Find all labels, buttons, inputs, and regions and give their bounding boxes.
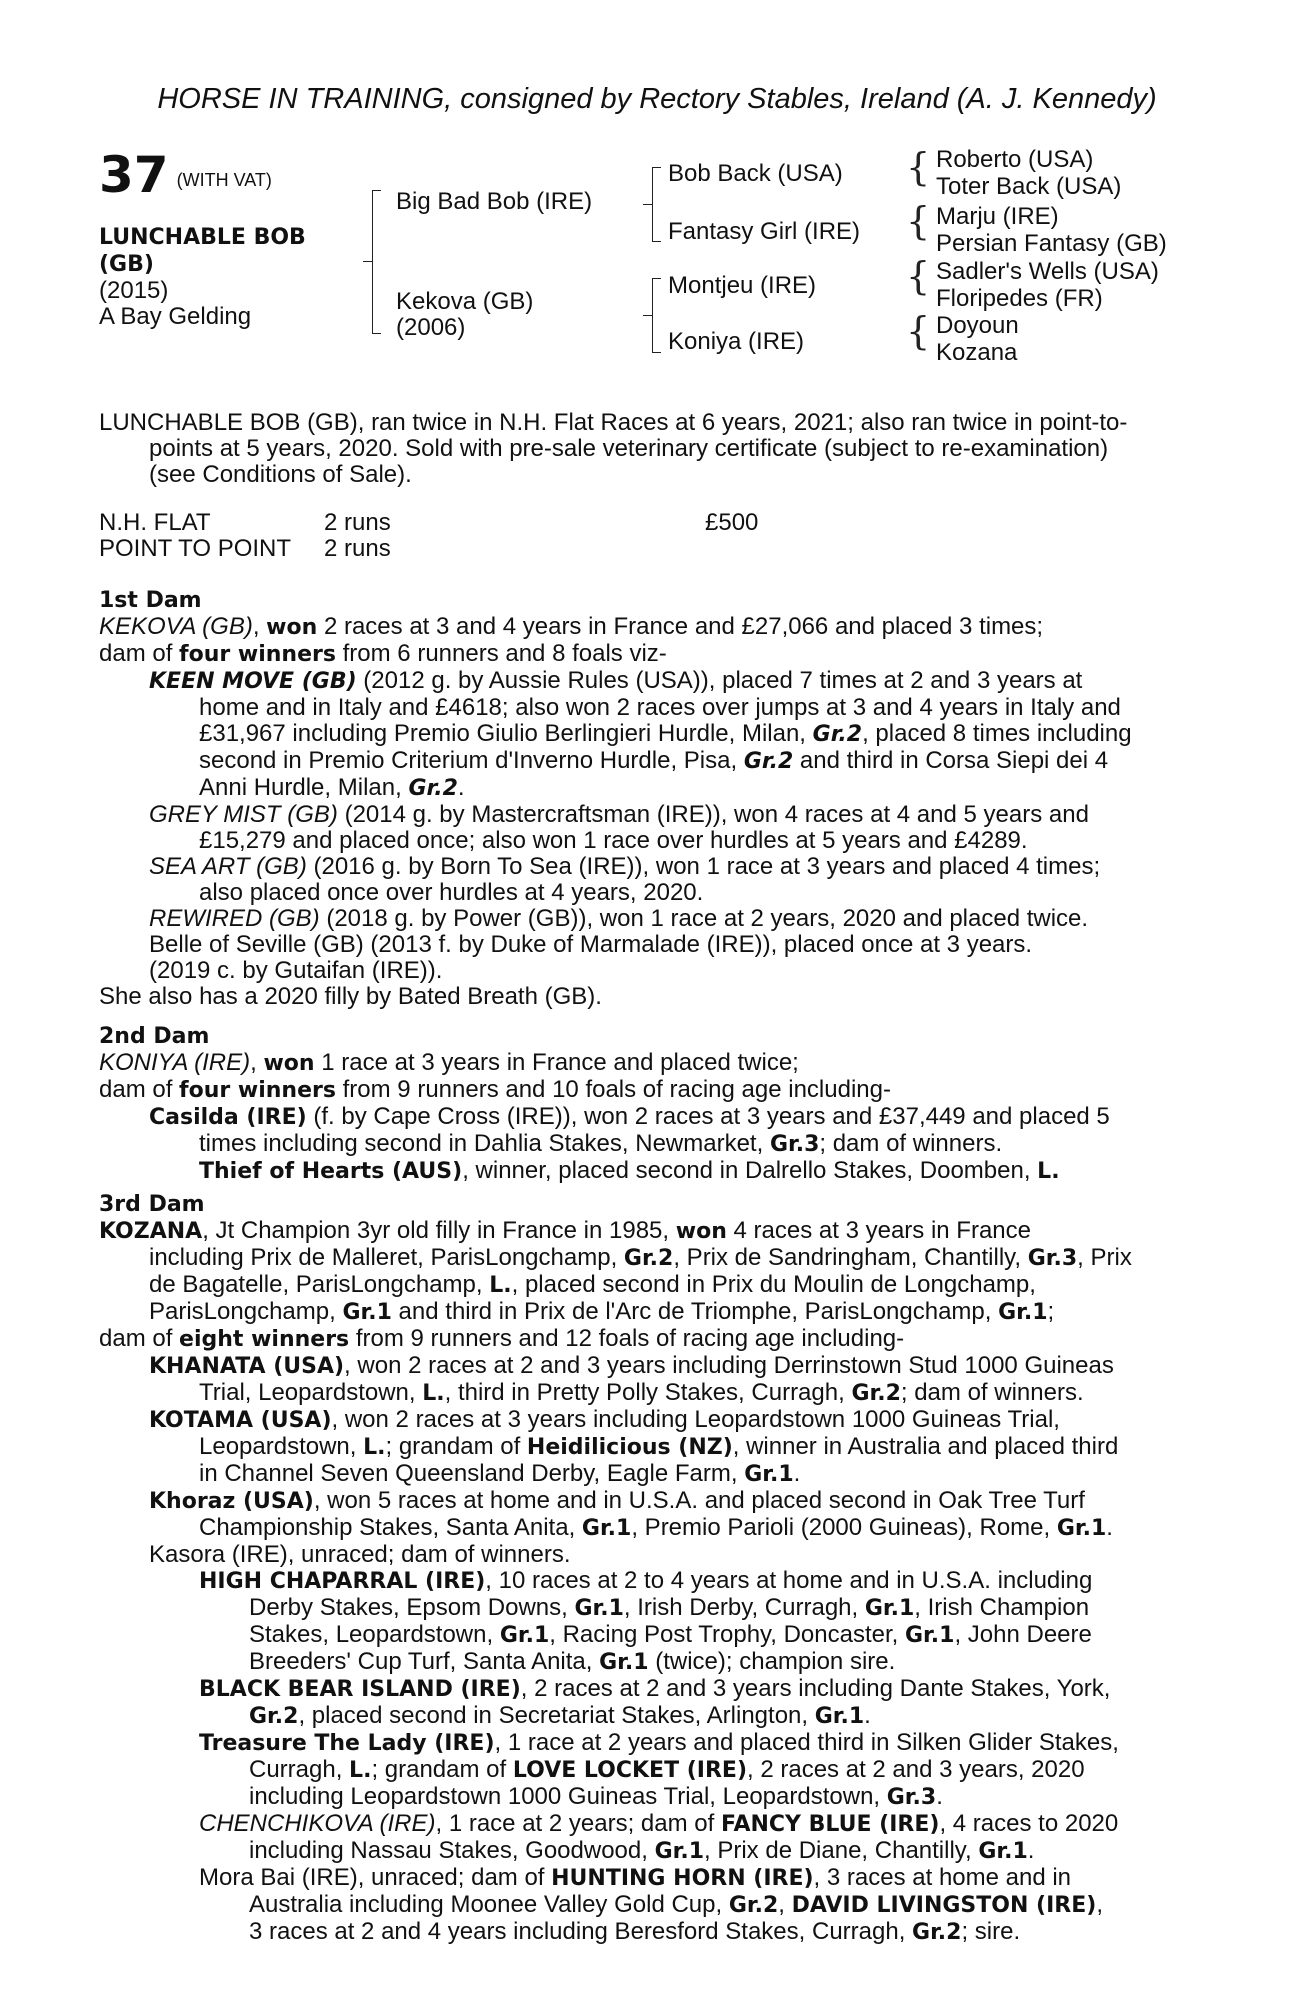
dam-name: KEKOVA (GB) <box>99 613 253 640</box>
text-third-dam-mora-g1: Gr.2 <box>728 1893 779 1918</box>
text-third-dam-ttl-l3b: . <box>936 1783 943 1810</box>
first-dam-heading: 1st Dam <box>99 588 202 613</box>
text-third-dam-koz-l1b: 4 races at 3 years in France <box>726 1217 1031 1244</box>
text-third-dam-hc-l2a: Derby Stakes, Epsom Downs, <box>249 1594 575 1621</box>
text-third-dam-bbi-l2b: . <box>864 1702 871 1729</box>
text-second-dam-b1: dam of <box>99 1076 180 1103</box>
third-dam-kozana <box>99 1218 1207 1326</box>
text-third-dam-hc-l2b: , Irish Derby, Curragh, <box>623 1594 865 1621</box>
text-third-dam-ttl-g1: L. <box>349 1758 372 1783</box>
text-first-dam-keen-gr1: Gr.2 <box>812 722 863 747</box>
text-third-dam-kot-l2a: Leopardstown, <box>199 1433 364 1460</box>
text-third-dam-hc-name: HIGH CHAPARRAL (IRE) <box>199 1569 486 1594</box>
pedigree-bracket-2 <box>652 167 661 242</box>
text-third-dam-koz-l4a: ParisLongchamp, <box>149 1298 343 1325</box>
text-third-dam-hc-g3: Gr.1 <box>499 1623 550 1648</box>
text-first-dam-keen-l4a: second in Premio Criterium d'Inverno Hurdle, Pisa, <box>199 747 744 774</box>
third-dam-section <box>99 1192 1207 1946</box>
text-third-dam-koz-l1a: , Jt Champion 3yr old filly in France in 1985, <box>202 1217 676 1244</box>
text-first-dam-keen-l2: home and in Italy and £4618; also won 2 races over jumps at 3 and 4 years in Italy and <box>199 694 1121 721</box>
text-first-dam-grey-l1: (2014 g. by Mastercraftsman (IRE)), won 4 races at 4 and 5 years and <box>337 801 1089 828</box>
text-third-dam-b2: eight winners <box>179 1327 350 1352</box>
text-second-dam-a2: , <box>250 1049 264 1076</box>
text-third-dam-mora-dl: DAVID LIVINGSTON (IRE) <box>791 1893 1097 1918</box>
first-dam-produce-line <box>99 641 1207 668</box>
text-third-dam-hc-l1: , 10 races at 2 to 4 years at home and in U.S.A. including <box>485 1567 1093 1594</box>
text-third-dam-koz-l3a: de Bagatelle, ParisLongchamp, <box>149 1271 490 1298</box>
text-third-dam-ttl-l2b: ; grandam of <box>371 1756 513 1783</box>
text-third-dam-che-l2b: , Prix de Diane, Chantilly, <box>704 1837 979 1864</box>
text-third-dam-mora-l1a: Mora Bai (IRE), unraced; dam of <box>199 1864 552 1891</box>
horse-description: A Bay Gelding <box>99 303 252 330</box>
text-first-dam-sea-l1: (2016 g. by Born To Sea (IRE)), won 1 race at 3 years and placed 4 times; <box>306 853 1101 880</box>
lot-number-line <box>99 146 399 204</box>
pedigree-ss: Bob Back (USA) <box>668 160 843 187</box>
text-first-dam-sea-name: SEA ART (GB) <box>149 853 307 880</box>
intro-line2: points at 5 years, 2020. Sold with pre-sale veterinary certificate (subject to re-examination) <box>149 435 1109 462</box>
text-first-dam-grey-name: GREY MIST (GB) <box>149 801 338 828</box>
horse-year: (2015) <box>99 277 169 304</box>
horse-name <box>99 224 399 278</box>
text-third-dam-ttl-love: LOVE LOCKET (IRE) <box>512 1758 748 1783</box>
text-third-dam-koz-g3: L. <box>489 1273 512 1298</box>
text-first-dam-keen-gr3: Gr.2 <box>408 776 458 801</box>
second-dam-line <box>99 1050 1207 1077</box>
nh-label: N.H. FLAT <box>99 509 211 536</box>
produce-rewired <box>99 906 1207 932</box>
text-first-dam-a4: 2 races at 3 and 4 years in France and £27,066 and placed 3 times; <box>317 613 1044 640</box>
text-first-dam-b2: four winners <box>179 642 336 667</box>
text-third-dam-kot-g2: Gr.1 <box>744 1462 794 1487</box>
second-dam-heading: 2nd Dam <box>99 1024 210 1049</box>
produce-keen-move <box>99 668 1207 802</box>
text-third-dam-kho-l2c: . <box>1106 1514 1113 1541</box>
nh-prize: £500 <box>705 509 759 536</box>
pedigree-dam: Kekova (GB) <box>396 288 534 315</box>
text-third-dam-kha-g1: L. <box>422 1381 445 1406</box>
produce-high-chaparral <box>99 1568 1207 1676</box>
text-third-dam-ttl-name: Treasure The Lady (IRE) <box>199 1731 495 1756</box>
pedigree-bracket-1 <box>372 190 381 334</box>
text-third-dam-bbi-l2a: , placed second in Secretariat Stakes, Arlington, <box>298 1702 815 1729</box>
produce-chenchikova <box>99 1811 1207 1865</box>
text-third-dam-hc-g1: Gr.1 <box>574 1596 624 1621</box>
text-third-dam-che-l1a: , 1 race at 2 years; dam of <box>435 1810 721 1837</box>
second-dam-section <box>99 1024 1207 1185</box>
text-second-dam-cas-name: Casilda (IRE) <box>149 1105 307 1130</box>
text-first-dam-b1: dam of <box>99 640 180 667</box>
text-third-dam-ttl-l1: , 1 race at 2 years and placed third in Silken Glider Stakes, <box>494 1729 1119 1756</box>
text-third-dam-mora-l3a: 3 races at 2 and 4 years including Beresford Stakes, Curragh, <box>249 1918 913 1945</box>
produce-thief-of-hearts <box>99 1158 1207 1185</box>
text-third-dam-kho-l2a: Championship Stakes, Santa Anita, <box>199 1514 582 1541</box>
text-third-dam-hc-l3c: , John Deere <box>954 1621 1092 1648</box>
race-record <box>99 510 1099 566</box>
text-third-dam-mora-l2c: , <box>1096 1891 1103 1918</box>
text-first-dam-sea-l2: also placed once over hurdles at 4 years, 2020. <box>199 879 704 906</box>
lot-number: 37 <box>99 146 169 204</box>
first-dam-section <box>99 588 1207 1010</box>
text-first-dam-rew-l1: (2018 g. by Power (GB)), won 1 race at 2 years, 2020 and placed twice. <box>319 905 1089 932</box>
text-second-dam-a3: won <box>263 1051 315 1076</box>
text-third-dam-bbi-g1: Gr.2 <box>249 1704 299 1729</box>
produce-casilda <box>99 1104 1207 1158</box>
horse-name-line2: (GB) <box>99 252 154 277</box>
pedigree-sds: Marju (IRE) <box>936 203 1059 230</box>
text-third-dam-kha-name: KHANATA (USA) <box>149 1354 345 1379</box>
text-second-dam-cas-gr: Gr.3 <box>769 1132 820 1157</box>
text-third-dam-bbi-g2: Gr.1 <box>814 1704 865 1729</box>
text-third-dam-kot-l2c: , winner in Australia and placed third <box>732 1433 1119 1460</box>
horse-name-line1: LUNCHABLE BOB <box>99 225 306 250</box>
text-third-dam-koz-l2a: including Prix de Malleret, ParisLongchamp, <box>149 1244 624 1271</box>
text-third-dam-mora-g2: Gr.2 <box>912 1920 962 1945</box>
text-third-dam-kha-l2c: ; dam of winners. <box>900 1379 1084 1406</box>
text-third-dam-b1: dam of <box>99 1325 180 1352</box>
text-third-dam-koz-g5: Gr.1 <box>998 1300 1048 1325</box>
text-third-dam-kha-l1: , won 2 races at 2 and 3 years including Derrinstown Stud 1000 Guineas <box>344 1352 1114 1379</box>
text-first-dam-keen-l4b: and third in Corsa Siepi dei 4 <box>793 747 1109 774</box>
text-third-dam-koz-l3b: , placed second in Prix du Moulin de Longchamp, <box>511 1271 1036 1298</box>
lot-vat: (WITH VAT) <box>176 170 272 190</box>
text-third-dam-che-fb: FANCY BLUE (IRE) <box>720 1812 940 1837</box>
text-third-dam-che-l2a: including Nassau Stakes, Goodwood, <box>249 1837 655 1864</box>
pedigree-dam-year: (2006) <box>396 314 466 341</box>
produce-2019-colt: (2019 c. by Gutaifan (IRE)). <box>149 957 443 984</box>
produce-khanata <box>99 1353 1207 1407</box>
text-third-dam-kot-g1: L. <box>363 1435 386 1460</box>
text-first-dam-keen-gr2: Gr.2 <box>743 749 794 774</box>
pedigree-ddd: Kozana <box>936 339 1018 366</box>
text-third-dam-kho-l2b: , Premio Parioli (2000 Guineas), Rome, <box>631 1514 1057 1541</box>
text-second-dam-b2: four winners <box>179 1078 336 1103</box>
pedigree-brace-3: { <box>906 254 931 298</box>
text-first-dam-a2: , <box>252 613 267 640</box>
text-second-dam-cas-l2b: ; dam of winners. <box>819 1130 1003 1157</box>
intro-paragraph <box>99 410 1207 488</box>
pedigree-ssd: Toter Back (USA) <box>936 173 1122 200</box>
text-first-dam-a3: won <box>266 615 318 640</box>
pedigree-brace-1: { <box>906 145 931 189</box>
text-third-dam-koz-g1: Gr.2 <box>623 1246 674 1271</box>
pedigree-sss: Roberto (USA) <box>936 146 1094 173</box>
produce-sea-art <box>99 854 1207 906</box>
text-third-dam-hc-l2c: , Irish Champion <box>914 1594 1090 1621</box>
text-third-dam-hc-g4: Gr.1 <box>905 1623 955 1648</box>
text-third-dam-koz-l2b: , Prix de Sandringham, Chantilly, <box>673 1244 1028 1271</box>
intro-line3: (see Conditions of Sale). <box>149 461 412 488</box>
text-third-dam-mora-l2b: , <box>778 1891 792 1918</box>
text-third-dam-hc-g5: Gr.1 <box>599 1650 649 1675</box>
page-header: HORSE IN TRAINING, consigned by Rectory Stables, Ireland (A. J. Kennedy) <box>157 83 1157 115</box>
text-third-dam-kha-l2a: Trial, Leopardstown, <box>199 1379 423 1406</box>
text-third-dam-kho-name: Khoraz (USA) <box>149 1489 314 1514</box>
text-third-dam-hc-l4a: Breeders' Cup Turf, Santa Anita, <box>249 1648 600 1675</box>
pedigree-sd: Fantasy Girl (IRE) <box>668 218 861 245</box>
text-third-dam-hc-g2: Gr.1 <box>864 1596 915 1621</box>
first-dam-line <box>99 614 1207 641</box>
produce-khoraz <box>99 1488 1207 1542</box>
text-third-dam-kot-l3a: in Channel Seven Queensland Derby, Eagle Farm, <box>199 1460 745 1487</box>
text-first-dam-b3: from 6 runners and 8 foals viz- <box>335 640 667 667</box>
ptp-label: POINT TO POINT <box>99 535 292 562</box>
text-second-dam-thief-l1: , winner, placed second in Dalrello Stakes, Doomben, <box>462 1157 1038 1184</box>
text-third-dam-kho-l1: , won 5 races at home and in U.S.A. and placed second in Oak Tree Turf <box>313 1487 1085 1514</box>
text-third-dam-kot-name: KOTAMA (USA) <box>149 1408 332 1433</box>
text-first-dam-grey-l2: £15,279 and placed once; also won 1 race over hurdles at 5 years and £4289. <box>199 827 1028 854</box>
text-third-dam-kot-l1: , won 2 races at 3 years including Leopardstown 1000 Guineas Trial, <box>331 1406 1060 1433</box>
text-first-dam-keen-name: KEEN MOVE (GB) <box>149 669 357 694</box>
ptp-runs: 2 runs <box>324 535 391 562</box>
text-third-dam-koz-g2: Gr.3 <box>1027 1246 1078 1271</box>
text-second-dam-thief-gr: L. <box>1037 1159 1060 1184</box>
third-dam-heading: 3rd Dam <box>99 1192 205 1217</box>
text-third-dam-ttl-l2a: Curragh, <box>249 1756 350 1783</box>
text-third-dam-mora-l2a: Australia including Moonee Valley Gold Cup, <box>249 1891 729 1918</box>
text-third-dam-hc-l3a: Stakes, Leopardstown, <box>249 1621 500 1648</box>
pedigree-dds: Doyoun <box>936 312 1019 339</box>
text-first-dam-keen-l5b: . <box>457 774 465 801</box>
text-third-dam-koz-won: won <box>675 1219 727 1244</box>
text-third-dam-koz-g4: Gr.1 <box>342 1300 392 1325</box>
produce-belle: Belle of Seville (GB) (2013 f. by Duke of Marmalade (IRE)), placed once at 3 years. <box>149 931 1033 958</box>
text-third-dam-kha-g2: Gr.2 <box>851 1381 901 1406</box>
text-second-dam-a1: KONIYA (IRE) <box>99 1049 251 1076</box>
text-third-dam-koz-l4c: ; <box>1047 1298 1055 1325</box>
text-first-dam-keen-l3a: £31,967 including Premio Giulio Berlingieri Hurdle, Milan, <box>199 720 813 747</box>
text-second-dam-b3: from 9 runners and 10 foals of racing age including- <box>335 1076 891 1103</box>
text-first-dam-rew-name: REWIRED (GB) <box>149 905 320 932</box>
text-third-dam-koz-l4b: and third in Prix de l'Arc de Triomphe, ParisLongchamp, <box>391 1298 999 1325</box>
text-third-dam-b3: from 9 runners and 12 foals of racing age including- <box>349 1325 905 1352</box>
text-third-dam-che-l1b: , 4 races to 2020 <box>939 1810 1119 1837</box>
text-third-dam-bbi-l1: , 2 races at 2 and 3 years including Dante Stakes, York, <box>520 1675 1111 1702</box>
produce-treasure-the-lady <box>99 1730 1207 1811</box>
produce-grey-mist <box>99 802 1207 854</box>
text-third-dam-kot-l2b: ; grandam of <box>385 1433 527 1460</box>
text-third-dam-che-l2c: . <box>1027 1837 1035 1864</box>
nh-runs: 2 runs <box>324 509 391 536</box>
text-third-dam-mora-l3b: ; sire. <box>961 1918 1021 1945</box>
text-second-dam-thief-name: Thief of Hearts (AUS) <box>199 1159 463 1184</box>
text-first-dam-keen-l5a: Anni Hurdle, Milan, <box>199 774 409 801</box>
pedigree-dsd: Floripedes (FR) <box>936 285 1103 312</box>
pedigree-bracket-3 <box>652 278 661 353</box>
text-third-dam-che-g1: Gr.1 <box>654 1839 705 1864</box>
text-third-dam-koz-l2c: , Prix <box>1077 1244 1132 1271</box>
text-first-dam-keen-l3b: , placed 8 times including <box>862 720 1132 747</box>
text-third-dam-hc-l4b: (twice); champion sire. <box>648 1648 896 1675</box>
third-dam-produce-line <box>99 1326 1207 1353</box>
text-third-dam-che-g2: Gr.1 <box>978 1839 1028 1864</box>
text-third-dam-kho-g1: Gr.1 <box>581 1516 632 1541</box>
text-third-dam-ttl-g2: Gr.3 <box>886 1785 937 1810</box>
text-third-dam-bbi-name: BLACK BEAR ISLAND (IRE) <box>199 1677 521 1702</box>
pedigree-brace-2: { <box>906 199 931 243</box>
text-second-dam-a4: 1 race at 3 years in France and placed twice; <box>314 1049 799 1076</box>
produce-black-bear-island <box>99 1676 1207 1730</box>
text-third-dam-kho-g2: Gr.1 <box>1056 1516 1107 1541</box>
produce-kasora: Kasora (IRE), unraced; dam of winners. <box>149 1541 571 1568</box>
text-third-dam-kot-l3b: . <box>793 1460 801 1487</box>
intro-line1: LUNCHABLE BOB (GB), ran twice in N.H. Flat Races at 6 years, 2021; also ran twice in point-to- <box>99 409 1128 436</box>
pedigree-dd: Koniya (IRE) <box>668 328 805 355</box>
lot-block <box>99 146 399 330</box>
pedigree-sire: Big Bad Bob (IRE) <box>396 188 593 215</box>
pedigree-brace-4: { <box>906 309 931 353</box>
text-second-dam-cas-l2a: times including second in Dahlia Stakes, Newmarket, <box>199 1130 770 1157</box>
text-third-dam-mora-l1b: , 3 races at home and in <box>813 1864 1072 1891</box>
second-dam-produce-line <box>99 1077 1207 1104</box>
text-third-dam-che-name: CHENCHIKOVA (IRE) <box>199 1810 436 1837</box>
produce-mora-bai <box>99 1865 1207 1946</box>
text-third-dam-kot-hei: Heidilicious (NZ) <box>526 1435 733 1460</box>
text-third-dam-ttl-l2c: , 2 races at 2 and 3 years, 2020 <box>747 1756 1085 1783</box>
produce-2020-filly: She also has a 2020 filly by Bated Breath (GB). <box>99 983 602 1010</box>
pedigree-ds: Montjeu (IRE) <box>668 272 817 299</box>
pedigree-dss: Sadler's Wells (USA) <box>936 258 1159 285</box>
text-third-dam-koz-name: KOZANA <box>99 1219 203 1244</box>
produce-kotama <box>99 1407 1207 1488</box>
text-third-dam-ttl-l3a: including Leopardstown 1000 Guineas Trial, Leopardstown, <box>249 1783 887 1810</box>
text-third-dam-hc-l3b: , Racing Post Trophy, Doncaster, <box>549 1621 905 1648</box>
text-third-dam-kha-l2b: , third in Pretty Polly Stakes, Curragh, <box>444 1379 852 1406</box>
text-third-dam-mora-hh: HUNTING HORN (IRE) <box>551 1866 814 1891</box>
pedigree-sdd: Persian Fantasy (GB) <box>936 230 1167 257</box>
text-second-dam-cas-l1: (f. by Cape Cross (IRE)), won 2 races at 3 years and £37,449 and placed 5 <box>306 1103 1110 1130</box>
text-first-dam-keen-l1: (2012 g. by Aussie Rules (USA)), placed 7 times at 2 and 3 years at <box>356 667 1083 694</box>
